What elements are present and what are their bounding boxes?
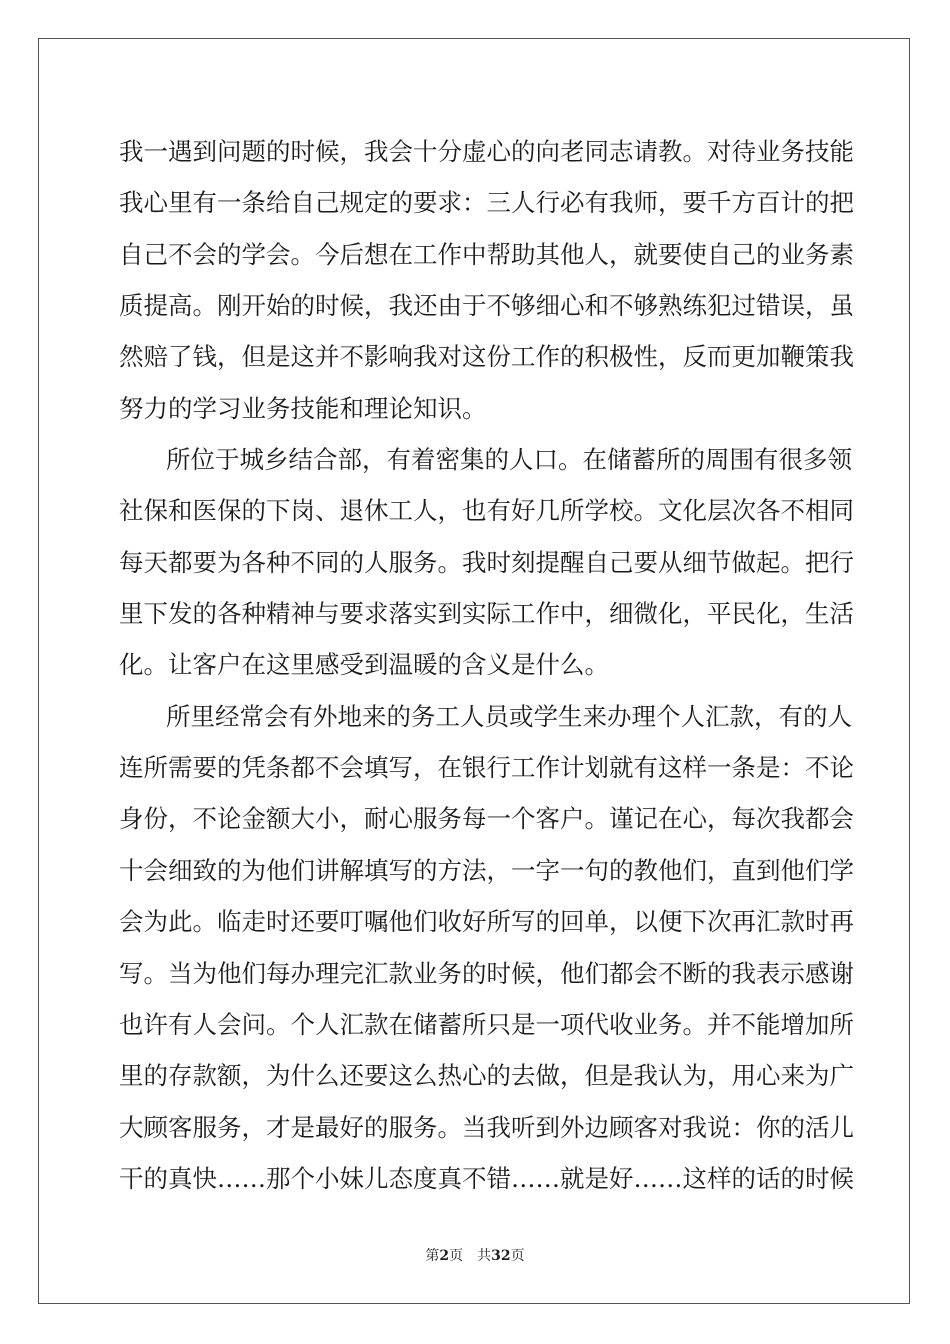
text-line: 所位于城乡结合部，有着密集的人口。在储蓄所的周围有很多领 (166, 445, 852, 475)
paragraph (119, 691, 854, 1204)
text-line: 自己不会的学会。今后想在工作中帮助其他人，就要使自己的业务素 (119, 239, 854, 269)
text-line: 努力的学习业务技能和理论知识。 (119, 393, 487, 423)
text-line: 质提高。刚开始的时候，我还由于不够细心和不够熟练犯过错误，虽 (119, 291, 854, 321)
text-line: 每天都要为各种不同的人服务。我时刻提醒自己要从细节做起。把行 (119, 547, 854, 577)
text-line: 所里经常会有外地来的务工人员或学生来办理个人汇款，有的人 (166, 701, 852, 731)
page-footer (0, 1245, 950, 1265)
text-line: 我心里有一条给自己规定的要求：三人行必有我师，要千方百计的把 (119, 188, 854, 218)
text-line: 里的存款额，为什么还要这么热心的去做，但是我认为，用心来为广 (119, 1061, 854, 1091)
page-prefix: 第 (425, 1248, 440, 1264)
text-line: 也许有人会问。个人汇款在储蓄所只是一项代收业务。并不能增加所 (119, 1009, 854, 1039)
text-line: 会为此。临走时还要叮嘱他们收好所写的回单，以便下次再汇款时再 (119, 907, 854, 937)
text-line: 连所需要的凭条都不会填写，在银行工作计划就有这样一条是：不论 (119, 753, 854, 783)
text-line: 写。当为他们每办理完汇款业务的时候，他们都会不断的我表示感谢 (119, 958, 854, 988)
text-line: 十会细致的为他们讲解填写的方法，一字一句的教他们，直到他们学 (119, 855, 854, 885)
text-line: 我一遇到问题的时候，我会十分虚心的向老同志请教。对待业务技能 (119, 137, 854, 166)
paragraph (119, 434, 854, 691)
total-pages: 32 (491, 1248, 511, 1264)
page-suffix: 页 (449, 1248, 464, 1264)
text-line: 里下发的各种精神与要求落实到实际工作中，细微化，平民化，生活 (119, 599, 854, 629)
page-number: 2 (439, 1248, 450, 1264)
paragraph (119, 126, 854, 434)
document-body (119, 126, 854, 1204)
text-line: 然赔了钱，但是这并不影响我对这份工作的积极性，反而更加鞭策我 (119, 342, 854, 372)
total-suffix: 页 (510, 1248, 525, 1264)
text-line: 化。让客户在这里感受到温暖的含义是什么。 (119, 650, 609, 680)
text-line: 社保和医保的下岗、退休工人，也有好几所学校。文化层次各不相同 (119, 496, 854, 526)
text-line: 大顾客服务，才是最好的服务。当我听到外边顾客对我说：你的活儿 (119, 1112, 854, 1142)
total-prefix: 共 (477, 1248, 492, 1264)
text-line: 身份，不论金额大小，耐心服务每一个客户。谨记在心，每次我都会 (119, 804, 854, 834)
text-line: 干的真快……那个小妹儿态度真不错……就是好……这样的话的时候 (119, 1163, 854, 1193)
